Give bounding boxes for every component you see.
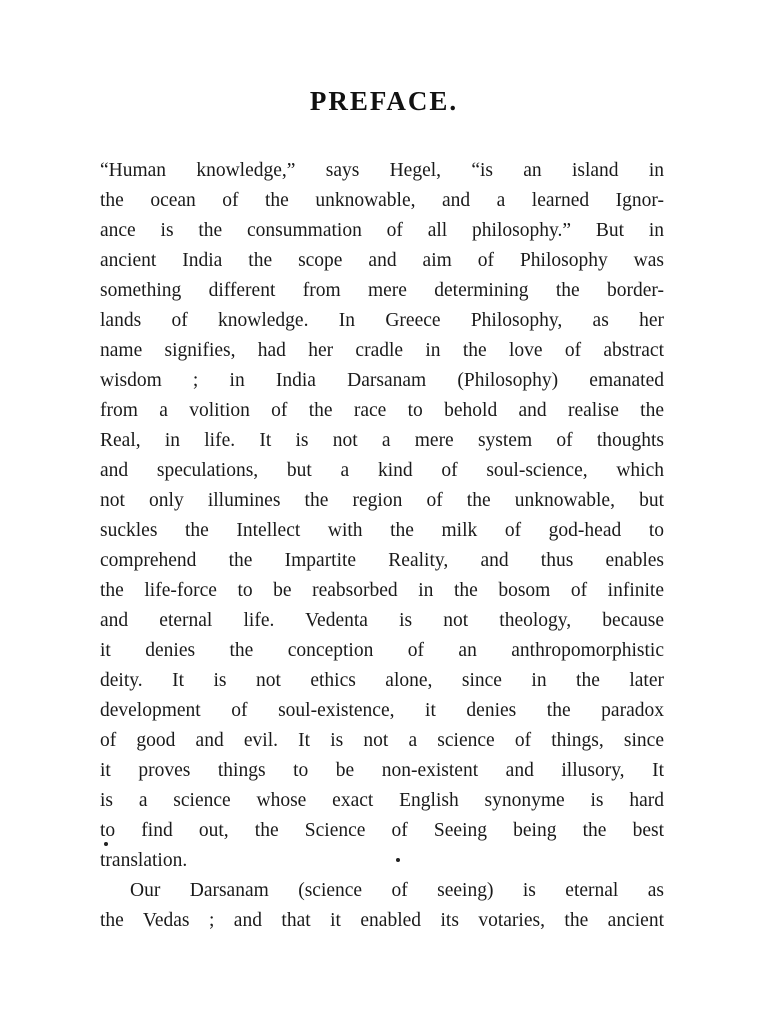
print-speck [104, 842, 108, 846]
text-line: deity. It is not ethics alone, since in the later [100, 670, 664, 691]
paragraph-1 [100, 156, 664, 876]
text-line: of good and evil. It is not a science of things, since [100, 730, 664, 751]
text-line: something different from mere determining the border- [100, 280, 664, 301]
text-line: from a volition of the race to behold and realise the [100, 400, 664, 421]
paragraph-2 [100, 876, 664, 936]
text-line: to find out, the Science of Seeing being the best [100, 820, 664, 841]
text-line: it denies the conception of an anthropomorphistic [100, 640, 664, 661]
text-line: name signifies, had her cradle in the love of abstract [100, 340, 664, 361]
text-line: the ocean of the unknowable, and a learned Ignor- [100, 190, 664, 211]
text-line: suckles the Intellect with the milk of god-head to [100, 520, 664, 541]
text-line: and speculations, but a kind of soul-science, which [100, 460, 664, 481]
text-line: wisdom ; in India Darsanam (Philosophy) emanated [100, 370, 664, 391]
page-title: PREFACE. [309, 86, 459, 116]
text-line: development of soul-existence, it denies the paradox [100, 700, 664, 721]
text-line: the Vedas ; and that it enabled its votaries, the ancient [100, 910, 664, 931]
text-line: comprehend the Impartite Reality, and thus enables [100, 550, 664, 571]
text-line: “Human knowledge,” says Hegel, “is an island in [100, 160, 664, 181]
text-line: is a science whose exact English synonyme is hard [100, 790, 664, 811]
text-line: translation. [100, 850, 188, 871]
text-line: Our Darsanam (science of seeing) is eternal as [130, 880, 664, 901]
text-line: lands of knowledge. In Greece Philosophy, as her [100, 310, 664, 331]
text-line: not only illumines the region of the unknowable, but [100, 490, 664, 511]
print-speck [396, 858, 400, 862]
text-line: ance is the consummation of all philosophy.” But in [100, 220, 664, 241]
text-line: ancient India the scope and aim of Philosophy was [100, 250, 664, 271]
text-line: Real, in life. It is not a mere system of thoughts [100, 430, 664, 451]
text-line: and eternal life. Vedenta is not theology, because [100, 610, 664, 631]
text-line: it proves things to be non-existent and illusory, It [100, 760, 664, 781]
text-line: the life-force to be reabsorbed in the bosom of infinite [100, 580, 664, 601]
